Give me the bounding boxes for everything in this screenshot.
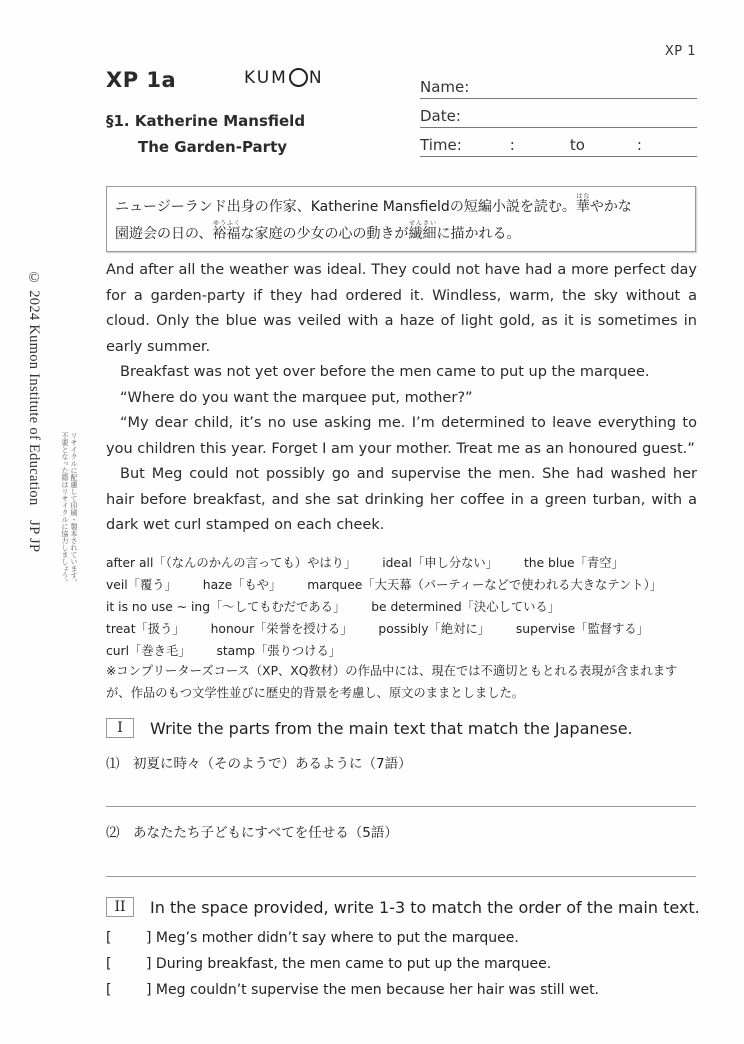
passage-paragraph: But Meg could not possibly go and supervise the men. She had washed her hair before breakfast, and she sat drinking her coffee in a green turban, with a dark wet curl stamped on each cheek. [106,466,697,533]
time-field[interactable] [420,130,697,157]
vocab-item: the blue「青空」 [523,556,624,570]
intro-text: 園遊会の日の、 [115,226,213,242]
vocab-item: veil「覆う」 [106,578,177,592]
vocab-item: curl「巻き毛」 [106,644,191,658]
copyright-notice: © 2024 Kumon Institute of Education JP JP [26,270,42,553]
date-label: Date: [420,107,461,125]
intro-text: に描かれる。 [436,226,521,242]
level-label: XP 1a [106,68,177,92]
time-to-label: to [569,136,585,154]
bracket-close: ] [146,982,152,998]
order-item-text: Meg’s mother didn’t say where to put the marquee. [155,930,519,946]
vocab-item: after all「（なんのかんの言っても）やはり」 [106,556,357,570]
ruby-yufuku: 裕福ゆうふく [212,220,241,242]
section-1-numeral: I [106,718,134,738]
intro-line-1 [115,193,687,220]
order-answer-box[interactable]: [ [106,956,112,972]
vocab-row [106,552,706,574]
order-item-text: Meg couldn’t supervise the men because her hair was still wet. [155,982,600,998]
vocab-item: it is no use ~ ing「～してもむだである」 [106,600,346,614]
story-title: The Garden-Party [138,138,288,156]
passage-paragraph: “Where do you want the marquee put, mother?” [120,389,473,406]
vocab-item: marquee「大天幕（パーティーなどで使われる大きなテント）」 [307,578,663,592]
order-answer-box[interactable]: [ [106,982,112,998]
section-1-instruction: Write the parts from the main text that match the Japanese. [150,718,633,738]
bracket-close: ] [146,956,152,972]
editorial-note: ※コンプリーターズコース（XP、XQ教材）の作品中には、現在では不適切ともとれる表現が含まれますが、作品のもつ文学性並びに歴史的背景を考慮し、原文のままとしました。 [106,664,678,700]
recycle-line: リサイクルに配慮して印刷・製本されています。 [70,432,78,586]
section-2-heading [106,897,700,917]
order-item [106,956,551,972]
order-item [106,930,519,946]
answer-line-1[interactable] [106,806,696,807]
intro-box [106,186,696,252]
intro-line-2 [115,220,687,247]
intro-text: ニュージーランド出身の作家、Katherine Mansfieldの短編小説を読む。 [115,199,576,215]
question-2: ⑵ あなたたち子どもにすべてを任せる（5語） [106,825,398,841]
vocab-item: haze「もや」 [202,578,282,592]
section-heading: §1. Katherine Mansfield [106,112,306,130]
vocab-item: honour「栄誉を授ける」 [210,622,353,636]
date-field[interactable] [420,101,697,128]
order-answer-box[interactable]: [ [106,930,112,946]
bracket-close: ] [146,930,152,946]
section-title [106,108,305,160]
page-code: XP 1 [664,44,696,59]
vocab-item: treat「扱う」 [106,622,185,636]
vocab-item: be determined「決心している」 [371,600,561,614]
recycle-notice [60,432,78,586]
passage-paragraph: Breakfast was not yet over before the men came to put up the marquee. [120,364,650,380]
ruby-sensai: 繊細せんさい [408,220,437,242]
order-item [106,982,599,998]
kumon-logo [244,68,324,88]
order-item-text: During breakfast, the men came to put up the marquee. [155,956,552,972]
student-info-form [420,72,697,159]
vocab-item: ideal「申し分ない」 [382,556,499,570]
intro-text: やかな [589,199,632,215]
vocabulary-list [106,552,706,662]
name-field[interactable] [420,72,697,99]
logo-text-end: N [308,68,324,88]
logo-text-start: KUM [244,68,288,88]
section-2-numeral: II [106,897,134,917]
passage-paragraph: “My dear child, it’s no use asking me. I’m determined to leave everything to you children this year. Forget I am your mother. Treat me as an honoured guest.” [106,415,697,457]
ruby-hana: 華はな [575,193,590,215]
section-2-instruction: In the space provided, write 1-3 to match the order of the main text. [150,897,700,917]
main-passage [106,258,697,539]
vocab-row [106,618,706,640]
question-1: ⑴ 初夏に時々（そのようで）あるように（7語） [106,756,412,772]
section-1-heading [106,718,633,738]
name-label: Name: [420,78,470,96]
vocab-row [106,596,706,618]
intro-text: な家庭の少女の心の動きが [240,226,409,242]
vocab-item: stamp「張りつける」 [216,644,342,658]
vocab-item: supervise「監督する」 [515,622,649,636]
passage-paragraph: And after all the weather was ideal. They could not have had a more perfect day for a garden-party if they had ordered it. Windless, warm, the sky without a cloud. Only the blue was veiled with a haze of light gold, as it is sometimes in early summer. [106,262,697,355]
vocab-item: possibly「絶対に」 [378,622,490,636]
time-start-colon: : [509,136,515,154]
recycle-line: 不要となった際はリサイクルに協力しましょう。 [61,432,69,586]
vocab-row [106,574,706,596]
vocab-row [106,640,706,662]
time-label: Time: [420,136,462,154]
logo-circle-icon [289,68,308,87]
time-end-colon: : [636,136,642,154]
answer-line-2[interactable] [106,876,696,877]
